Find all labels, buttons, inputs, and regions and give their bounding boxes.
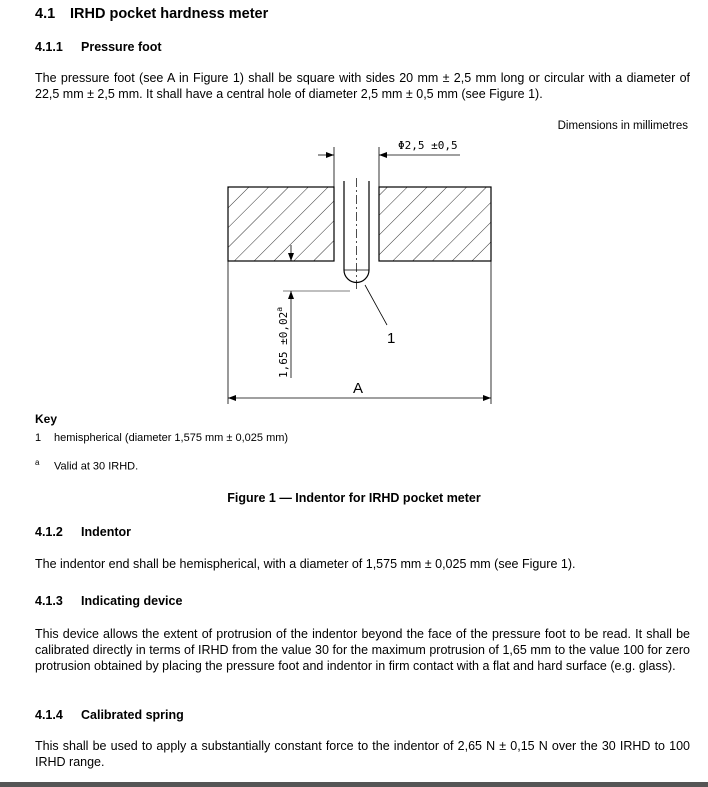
- dimensions-note: Dimensions in millimetres: [557, 120, 688, 132]
- section-title: IRHD pocket hardness meter: [70, 6, 269, 22]
- subsection-title: Calibrated spring: [81, 708, 184, 722]
- width-label: A: [353, 380, 364, 397]
- subsection-heading-calibrated-spring: [35, 708, 184, 722]
- subsection-number: 4.1.3: [35, 594, 63, 608]
- key-item-a: [35, 458, 138, 473]
- callout-number: 1: [387, 330, 396, 347]
- section-number: 4.1: [35, 6, 56, 22]
- subsection-number: 4.1.4: [35, 708, 63, 722]
- indentor-diagram: [0, 130, 708, 410]
- subsection-number: 4.1.2: [35, 525, 63, 539]
- key-heading: Key: [35, 412, 58, 426]
- key-text: Valid at 30 IRHD.: [54, 460, 139, 473]
- paragraph-calibrated-spring: This shall be used to apply a substantially constant force to the indentor of 2,65 N ± 0,15 N over the 30 IRHD to 100 IRHD range.: [35, 739, 690, 769]
- protrusion-dimension-label: 1,65 ±0,02$^a$: [275, 306, 290, 378]
- section-heading: [35, 6, 268, 22]
- subsection-title: Pressure foot: [81, 40, 162, 54]
- pressure-foot-left: [228, 187, 334, 261]
- figure-caption: Figure 1 — Indentor for IRHD pocket meter: [227, 491, 481, 505]
- hole-dimension-label: Φ2,5 ±0,5: [398, 139, 458, 152]
- key-item-1: [35, 432, 288, 444]
- figure-indentor: [0, 130, 708, 410]
- subsection-title: Indicating device: [81, 594, 183, 608]
- key-label: a: [35, 458, 40, 467]
- subsection-heading-indicating-device: [35, 594, 182, 608]
- paragraph-indentor: The indentor end shall be hemispherical, with a diameter of 1,575 mm ± 0,025 mm (see Figure 1).: [35, 557, 576, 571]
- key-label: 1: [35, 432, 42, 444]
- subsection-heading-pressure-foot: [35, 40, 162, 54]
- key-text: hemispherical (diameter 1,575 mm ± 0,025 mm): [54, 432, 289, 444]
- subsection-number: 4.1.1: [35, 40, 63, 54]
- paragraph-pressure-foot: The pressure foot (see A in Figure 1) shall be square with sides 20 mm ± 2,5 mm long or circular with a diameter of 22,5 mm ± 2,5 mm. It shall have a central hole of diameter 2,5 mm ± 0,5 mm (see Figure 1).: [35, 71, 690, 101]
- subsection-title: Indentor: [81, 525, 131, 539]
- callout-leader: [365, 285, 387, 325]
- subsection-heading-indentor: [35, 525, 131, 539]
- page-bottom-border: [0, 782, 708, 787]
- pressure-foot-right: [379, 187, 491, 261]
- paragraph-indicating-device: This device allows the extent of protrusion of the indentor beyond the face of the pressure foot to be read. It shall be calibrated directly in terms of IRHD from the value 30 for the maximum protrusion of 1,65 mm to the value 100 for zero protrusion obtained by placing the pressure foot and indentor in firm contact with a flat and hard surface (e.g. glass).: [35, 627, 690, 673]
